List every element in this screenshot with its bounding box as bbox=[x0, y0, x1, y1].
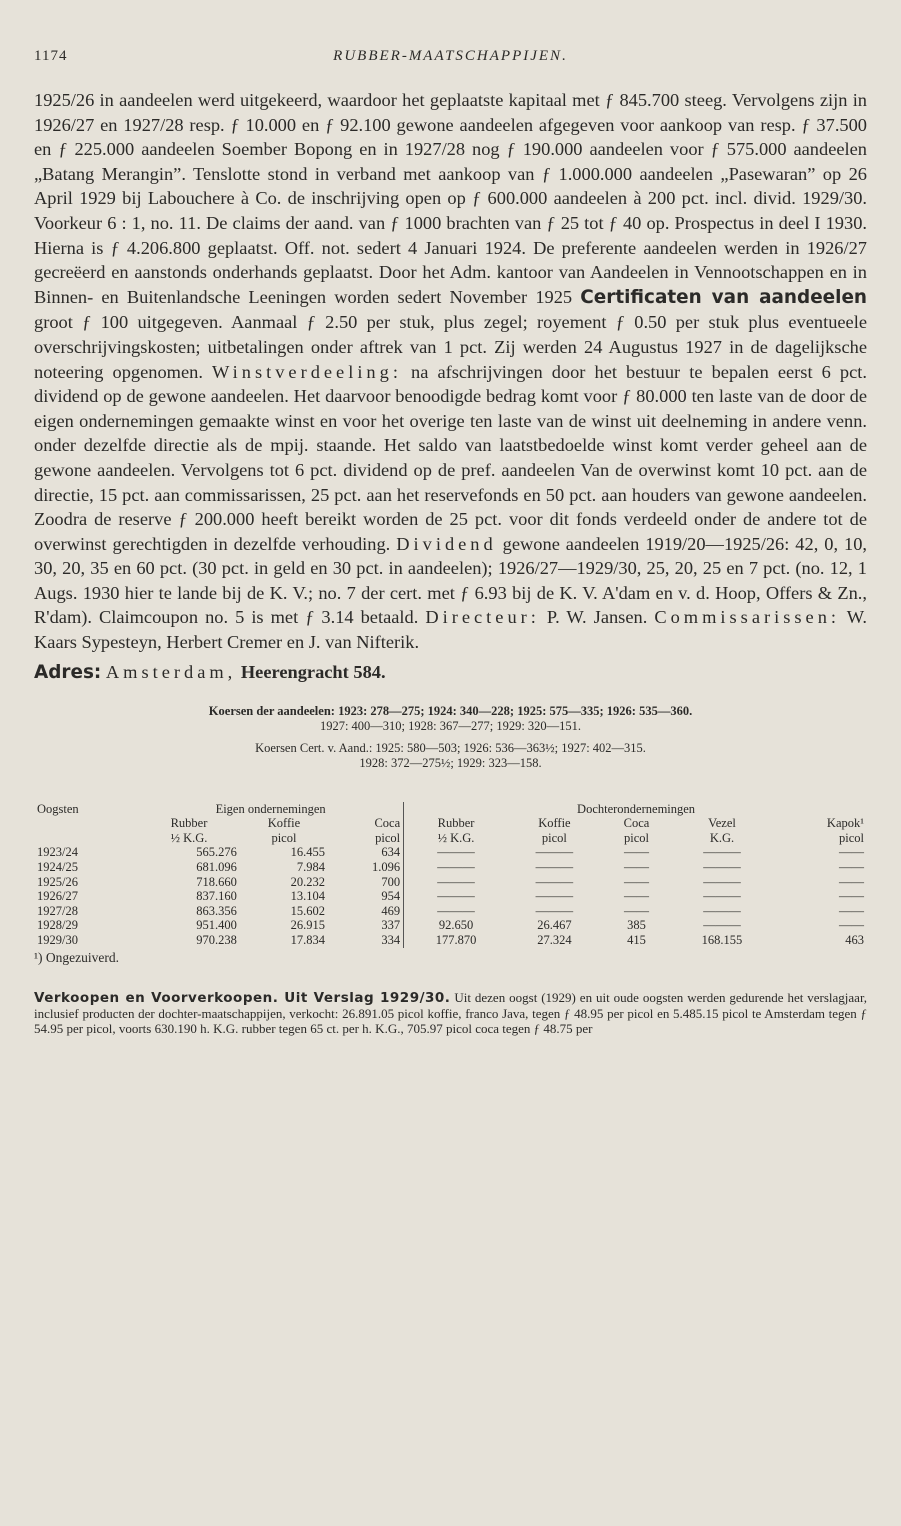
row-year: 1928/29 bbox=[37, 918, 78, 933]
koersen-line-1: Koersen der aandeelen: 1923: 278—275; 1924: 340—228; 1925: 575—335; 1926: 535—360. bbox=[208, 703, 693, 718]
running-title: RUBBER-MAATSCHAPPIJEN. bbox=[333, 48, 568, 64]
table-row bbox=[34, 845, 867, 860]
table-cell: 1.096 bbox=[372, 860, 401, 875]
subheader-cell: Kapok¹ bbox=[826, 816, 864, 831]
table-cell: ——— bbox=[535, 889, 574, 904]
commissarissen-text: W. Kaars Sypesteyn, Herbert Cremer en J. van Nifterik. bbox=[34, 607, 867, 653]
capital-history-text: 1925/26 in aandeelen werd uitgekeerd, waardoor het geplaatste kapitaal met ƒ 845.700 steeg. Vervolgens zijn in 1926/27 en 1927/28 resp. ƒ 10.000 en ƒ 92.100 gewone aandeelen afgegeven voor aankoop van resp. ƒ 37.500 en ƒ 225.000 aandeelen Soember Bopong en in 1927/28 nog ƒ 190.000 aandeelen voor ƒ 575.000 aandeelen „Batang Merangin”. Tenslotte stond in verband met aankoop van ƒ 1.000.000 aandeelen „Pasewaran” op 26 April 1929 bij Labouchere à Co. de inschrijving open op ƒ 600.000 aandeelen à 200 pct. incl. divid. 1929/30. Voorkeur 6 : 1, no. 11. De claims der aand. van ƒ 1000 brachten van ƒ 25 tot ƒ 40 op. Prospectus in deel I 1930. Hierna is ƒ 4.206.800 geplaatst. Off. not. sedert 4 Januari 1924. De preferente aandeelen werden in 1926/27 gecreëerd en aanstonds onderhands geplaatst. Door het Adm. kantoor van Aandeelen in Vennootschappen en in Binnen- en Buitenlandsche Leeningen worden sedert November 1925 bbox=[34, 90, 867, 307]
table-cell: 954 bbox=[381, 889, 401, 904]
address-line bbox=[34, 659, 867, 686]
address-street: Heerengracht 584. bbox=[236, 661, 386, 682]
header-dochter: Dochterondernemingen bbox=[577, 801, 696, 816]
koersen-line-4: 1928: 372—275½; 1929: 323—158. bbox=[359, 756, 542, 771]
directeur-heading: Directeur: bbox=[425, 607, 540, 628]
table-cell: 13.104 bbox=[290, 889, 326, 904]
subheader-cell: Rubber bbox=[437, 816, 475, 831]
subheader-cell: Vezel bbox=[708, 816, 736, 831]
unit-cell: picol bbox=[375, 830, 401, 845]
table-cell: ——— bbox=[703, 889, 741, 904]
table-cell: 26.915 bbox=[290, 918, 326, 933]
table-cell: 16.455 bbox=[290, 845, 326, 860]
table-cell: 463 bbox=[845, 933, 864, 947]
koersen-line-2: 1927: 400—310; 1928: 367—277; 1929: 320—151. bbox=[319, 719, 582, 734]
unit-cell: ½ K.G. bbox=[170, 830, 208, 845]
table-cell: —— bbox=[839, 918, 864, 933]
table-cell: 15.602 bbox=[290, 903, 326, 918]
table-footnote: ¹) Ongezuiverd. bbox=[34, 949, 120, 965]
sales-report bbox=[34, 990, 867, 1036]
table-cell: ——— bbox=[703, 845, 741, 860]
table-cell: 337 bbox=[381, 918, 401, 933]
table-cell: —— bbox=[839, 903, 864, 918]
certificaten-text: groot ƒ 100 uitgegeven. Aanmaal ƒ 2.50 per stuk, plus zegel; royement ƒ 0.50 per stuk plus eventueele overschrijvingskosten; uitbetalingen onder aftrek van 1 pct. Zij werden 24 Augustus 1927 in de dagelijksche noteering opgenomen. bbox=[34, 312, 867, 382]
table-unit-row bbox=[34, 831, 867, 846]
table-cell: 20.232 bbox=[290, 874, 326, 889]
commissarissen-heading: Commissarissen: bbox=[654, 607, 841, 628]
header-eigen: Eigen ondernemingen bbox=[215, 801, 326, 816]
unit-cell: picol bbox=[271, 830, 297, 845]
table-cell: 634 bbox=[381, 845, 401, 860]
table-row bbox=[34, 904, 867, 919]
table-cell: —— bbox=[623, 889, 649, 904]
winstverdeeling-heading: Winstverdeeling: bbox=[212, 361, 402, 382]
row-year: 1923/24 bbox=[37, 845, 78, 860]
table-cell: 92.650 bbox=[438, 918, 474, 933]
verslag-heading: Verkoopen en Voorverkoopen. Uit Verslag 1929/30. bbox=[34, 989, 451, 1006]
table-cell: 951.400 bbox=[196, 918, 237, 933]
subheader-cell: Koffie bbox=[538, 816, 571, 831]
table-cell: ——— bbox=[437, 874, 475, 889]
subheader-cell: Koffie bbox=[267, 816, 301, 831]
table-cell: 469 bbox=[381, 903, 401, 918]
table-cell: —— bbox=[623, 860, 649, 875]
table-cell: ——— bbox=[535, 860, 574, 875]
table-row bbox=[34, 933, 867, 948]
table-cell: ——— bbox=[703, 874, 741, 889]
table-cell: 718.660 bbox=[196, 874, 237, 889]
table-cell: ——— bbox=[535, 845, 574, 860]
body-text bbox=[34, 88, 867, 655]
table-cell: 27.324 bbox=[537, 933, 572, 947]
table-cell: —— bbox=[839, 874, 864, 889]
table-row bbox=[34, 860, 867, 875]
table-cell: 415 bbox=[627, 933, 646, 947]
directeur-text: P. W. Jansen. bbox=[539, 607, 648, 628]
address-city: Amsterdam, bbox=[105, 661, 237, 682]
address-label: Adres: bbox=[34, 661, 102, 683]
table-cell: —— bbox=[839, 845, 864, 860]
table-body bbox=[34, 845, 867, 947]
row-year: 1927/28 bbox=[37, 903, 78, 918]
koersen-line-3: Koersen Cert. v. Aand.: 1925: 580—503; 1926: 536—363½; 1927: 402—315. bbox=[255, 740, 646, 755]
table-cell: ——— bbox=[437, 903, 475, 918]
verslag-text: Uit dezen oogst (1929) en uit oude oogsten werden gedurende het verslagjaar, inclusief producten der dochter-maatschappijen, verkocht: 26.891.05 picol koffie, franco Java, tegen ƒ 48.95 per picol en 5.485.15 picol te Amsterdam tegen ƒ 54.95 per picol, voorts 630.190 h. K.G. rubber tegen 65 ct. per h. K.G., 705.97 picol coca tegen ƒ 48.75 per bbox=[34, 989, 868, 1036]
table-cell: 17.834 bbox=[290, 933, 326, 947]
table-cell: —— bbox=[839, 889, 864, 904]
subheader-cell: Coca bbox=[374, 816, 401, 831]
row-year: 1924/25 bbox=[37, 860, 78, 875]
unit-cell: picol bbox=[623, 830, 649, 845]
page-header bbox=[34, 48, 867, 88]
dividend-text: gewone aandeelen 1919/20—1925/26: 42, 0, 10, 30, 20, 35 en 60 pct. (30 pct. in geld en 30 pct. in aandeelen); 1926/27—1929/30, 25, 20, 25 en 7 pct. (no. 12, 1 Augs. 1930 hier te lande bij de K. V.; no. 7 der cert. met ƒ 6.93 bij de K. V. A'dam en v. d. Hoop, Offers & Zn., R'dam). Claimcoupon no. 5 is met ƒ 3.14 betaald. bbox=[34, 533, 867, 628]
unit-cell: picol bbox=[541, 830, 567, 845]
table-cell: 334 bbox=[381, 933, 401, 947]
row-year: 1929/30 bbox=[37, 933, 78, 947]
table-subheader-row bbox=[34, 816, 867, 831]
share-prices bbox=[34, 704, 867, 772]
row-year: 1926/27 bbox=[37, 889, 78, 904]
table-cell: ——— bbox=[437, 845, 475, 860]
table-cell: 700 bbox=[381, 874, 401, 889]
row-year: 1925/26 bbox=[37, 874, 78, 889]
unit-cell: ½ K.G. bbox=[437, 830, 475, 845]
table-row bbox=[34, 889, 867, 904]
table-cell: 970.238 bbox=[196, 933, 237, 947]
page-number: 1174 bbox=[34, 48, 68, 64]
winstverdeeling-text: na afschrijvingen door het bestuur te bepalen eerst 6 pct. dividend op de gewone aandeelen. Het daarvoor benoodigde bedrag komt voor ƒ 80.000 ten laste van de door de eigen ondernemingen gemaakte winst en voor het overige ten laste van de winst uit deelneming in andere venn. onder dezelfde directie als de mpij. staande. Het saldo van laatstbedoelde winst komt verder geheel aan de gewone aandeelen. Vervolgens tot 6 pct. dividend op de pref. aandeelen Van de overwinst komt 10 pct. aan de directie, 15 pct. aan commissarissen, 25 pct. aan het reservefonds en 50 pct. aan houders van gewone aandeelen. Zoodra de reserve ƒ 200.000 heeft bereikt worden de 25 pct. voor dit fonds verdeeld onder de andere tot de overwinst gerechtigden in dezelfde verhouding. bbox=[34, 361, 867, 554]
table-cell: ——— bbox=[703, 860, 741, 875]
certificaten-heading: Certificaten van aandeelen bbox=[580, 286, 868, 308]
table-cell: 7.984 bbox=[296, 860, 326, 875]
table-cell: —— bbox=[623, 903, 649, 918]
paragraph-capital bbox=[34, 88, 867, 655]
table-cell: 863.356 bbox=[196, 903, 237, 918]
table-cell: ——— bbox=[703, 918, 741, 933]
table-row bbox=[34, 918, 867, 933]
table-cell: ——— bbox=[535, 874, 574, 889]
table-cell: ——— bbox=[437, 860, 475, 875]
dividend-heading: Dividend bbox=[396, 533, 497, 554]
table-cell: 177.870 bbox=[435, 933, 477, 947]
unit-cell: picol bbox=[839, 830, 864, 845]
unit-cell: K.G. bbox=[709, 830, 735, 845]
subheader-cell: Coca bbox=[623, 816, 650, 831]
table-cell: —— bbox=[623, 845, 649, 860]
table-cell: —— bbox=[839, 860, 864, 875]
table-header-row bbox=[34, 802, 867, 817]
table-cell: ——— bbox=[437, 889, 475, 904]
table-cell: 681.096 bbox=[196, 860, 237, 875]
table-cell: 26.467 bbox=[537, 918, 572, 933]
table-cell: 385 bbox=[627, 918, 646, 933]
table-cell: ——— bbox=[703, 903, 741, 918]
table-row bbox=[34, 875, 867, 890]
subheader-cell: Rubber bbox=[170, 816, 208, 831]
table-cell: 837.160 bbox=[196, 889, 237, 904]
table-cell: ——— bbox=[535, 903, 574, 918]
harvest-table bbox=[34, 802, 867, 948]
table-cell: 565.276 bbox=[196, 845, 237, 860]
header-oogsten: Oogsten bbox=[37, 801, 79, 816]
table-cell: 168.155 bbox=[701, 933, 743, 947]
table-cell: —— bbox=[623, 874, 649, 889]
